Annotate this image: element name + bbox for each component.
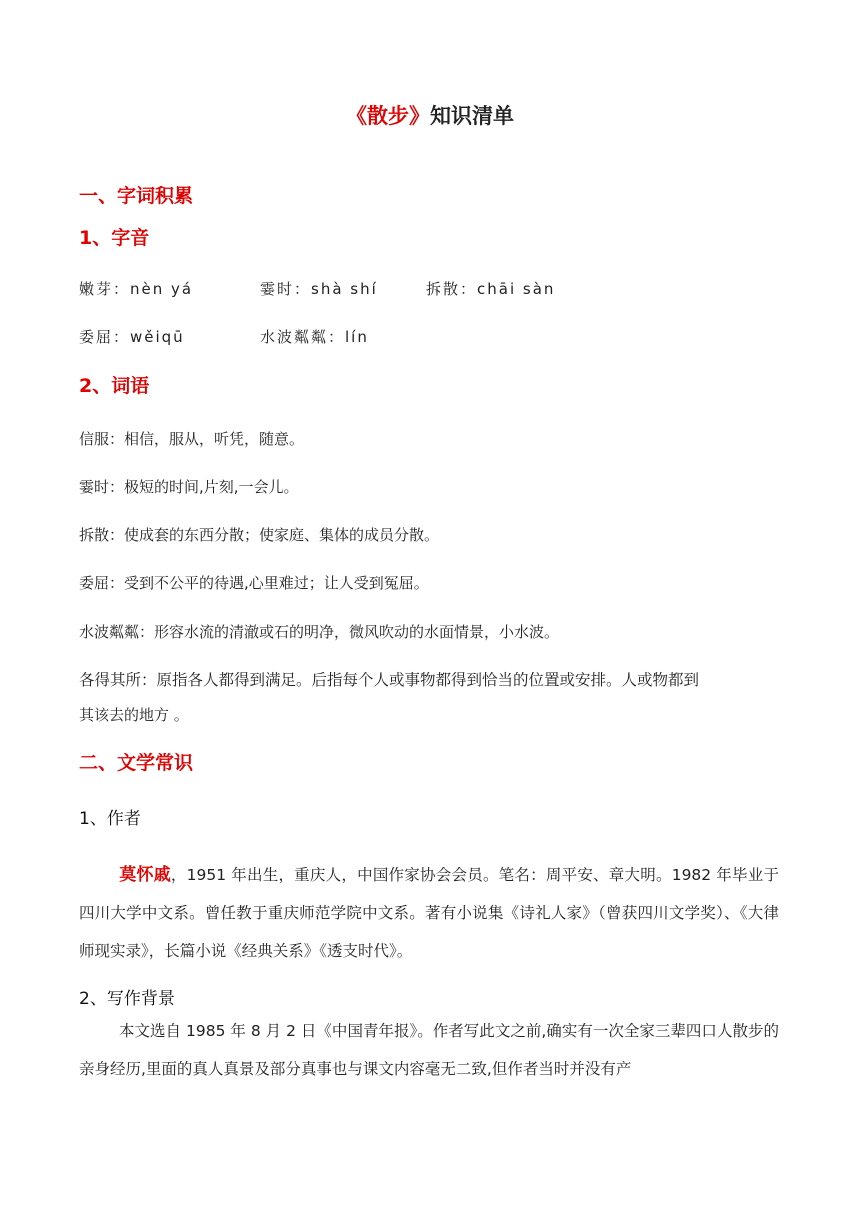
subheading-words: 2、词语 (79, 375, 150, 397)
page-title (0, 100, 860, 132)
section-heading-literature: 二、文学常识 (79, 752, 194, 774)
word-definition: 水波粼粼：形容水流的清澈或石的明净，微风吹动的水面情景，小水波。 (79, 623, 560, 641)
word-definition: 委屈：受到不公平的待遇,心里难过；让人受到冤屈。 (79, 574, 429, 592)
background-paragraph (79, 1012, 779, 1088)
pinyin-item: 拆散：chāi sàn (426, 280, 556, 298)
word-definition: 各得其所：原指各人都得到满足。后指每个人或事物都得到恰当的位置或安排。人或物都到 (79, 671, 700, 689)
word-definition: 霎时：极短的时间,片刻,一会儿。 (79, 478, 299, 496)
author-bio: ，1951 年出生，重庆人，中国作家协会会员。笔名：周平安、章大明。1982 年毕业于四川大学中文系。曾任教于重庆师范学院中文系。著有小说集《诗礼人家》（曾获四川文学奖）、《大律师现实录》，长篇小说《经典关系》《透支时代》。 (79, 866, 779, 960)
subheading-pronunciation: 1、字音 (79, 227, 150, 249)
author-name: 莫怀戚 (119, 865, 171, 885)
word-definition: 拆散：使成套的东西分散；使家庭、集体的成员分散。 (79, 526, 440, 544)
word-definition: 信服：相信，服从，听凭，随意。 (79, 430, 305, 448)
pinyin-item: 委屈：wěiqū (79, 328, 185, 346)
pinyin-item: 嫩芽：nèn yá (79, 280, 194, 298)
subheading-background: 2、写作背景 (79, 989, 175, 1009)
title-suffix: 知识清单 (430, 104, 514, 128)
pinyin-item: 霎时：shà shí (260, 280, 378, 298)
background-text: 本文选自 1985 年 8 月 2 日《中国青年报》。作者写此文之前,确实有一次全家三辈四口人散步的亲身经历,里面的真人真景及部分真事也与课文内容毫无二致,但作者当时并没有产 (79, 1022, 779, 1078)
word-definition-continued: 其该去的地方 。 (79, 706, 189, 724)
author-paragraph (79, 856, 779, 970)
pinyin-item: 水波粼粼：lín (260, 328, 369, 346)
title-book-name: 《散步》 (346, 104, 430, 128)
subheading-author: 1、作者 (79, 809, 141, 829)
section-heading-vocabulary: 一、字词积累 (79, 185, 194, 207)
